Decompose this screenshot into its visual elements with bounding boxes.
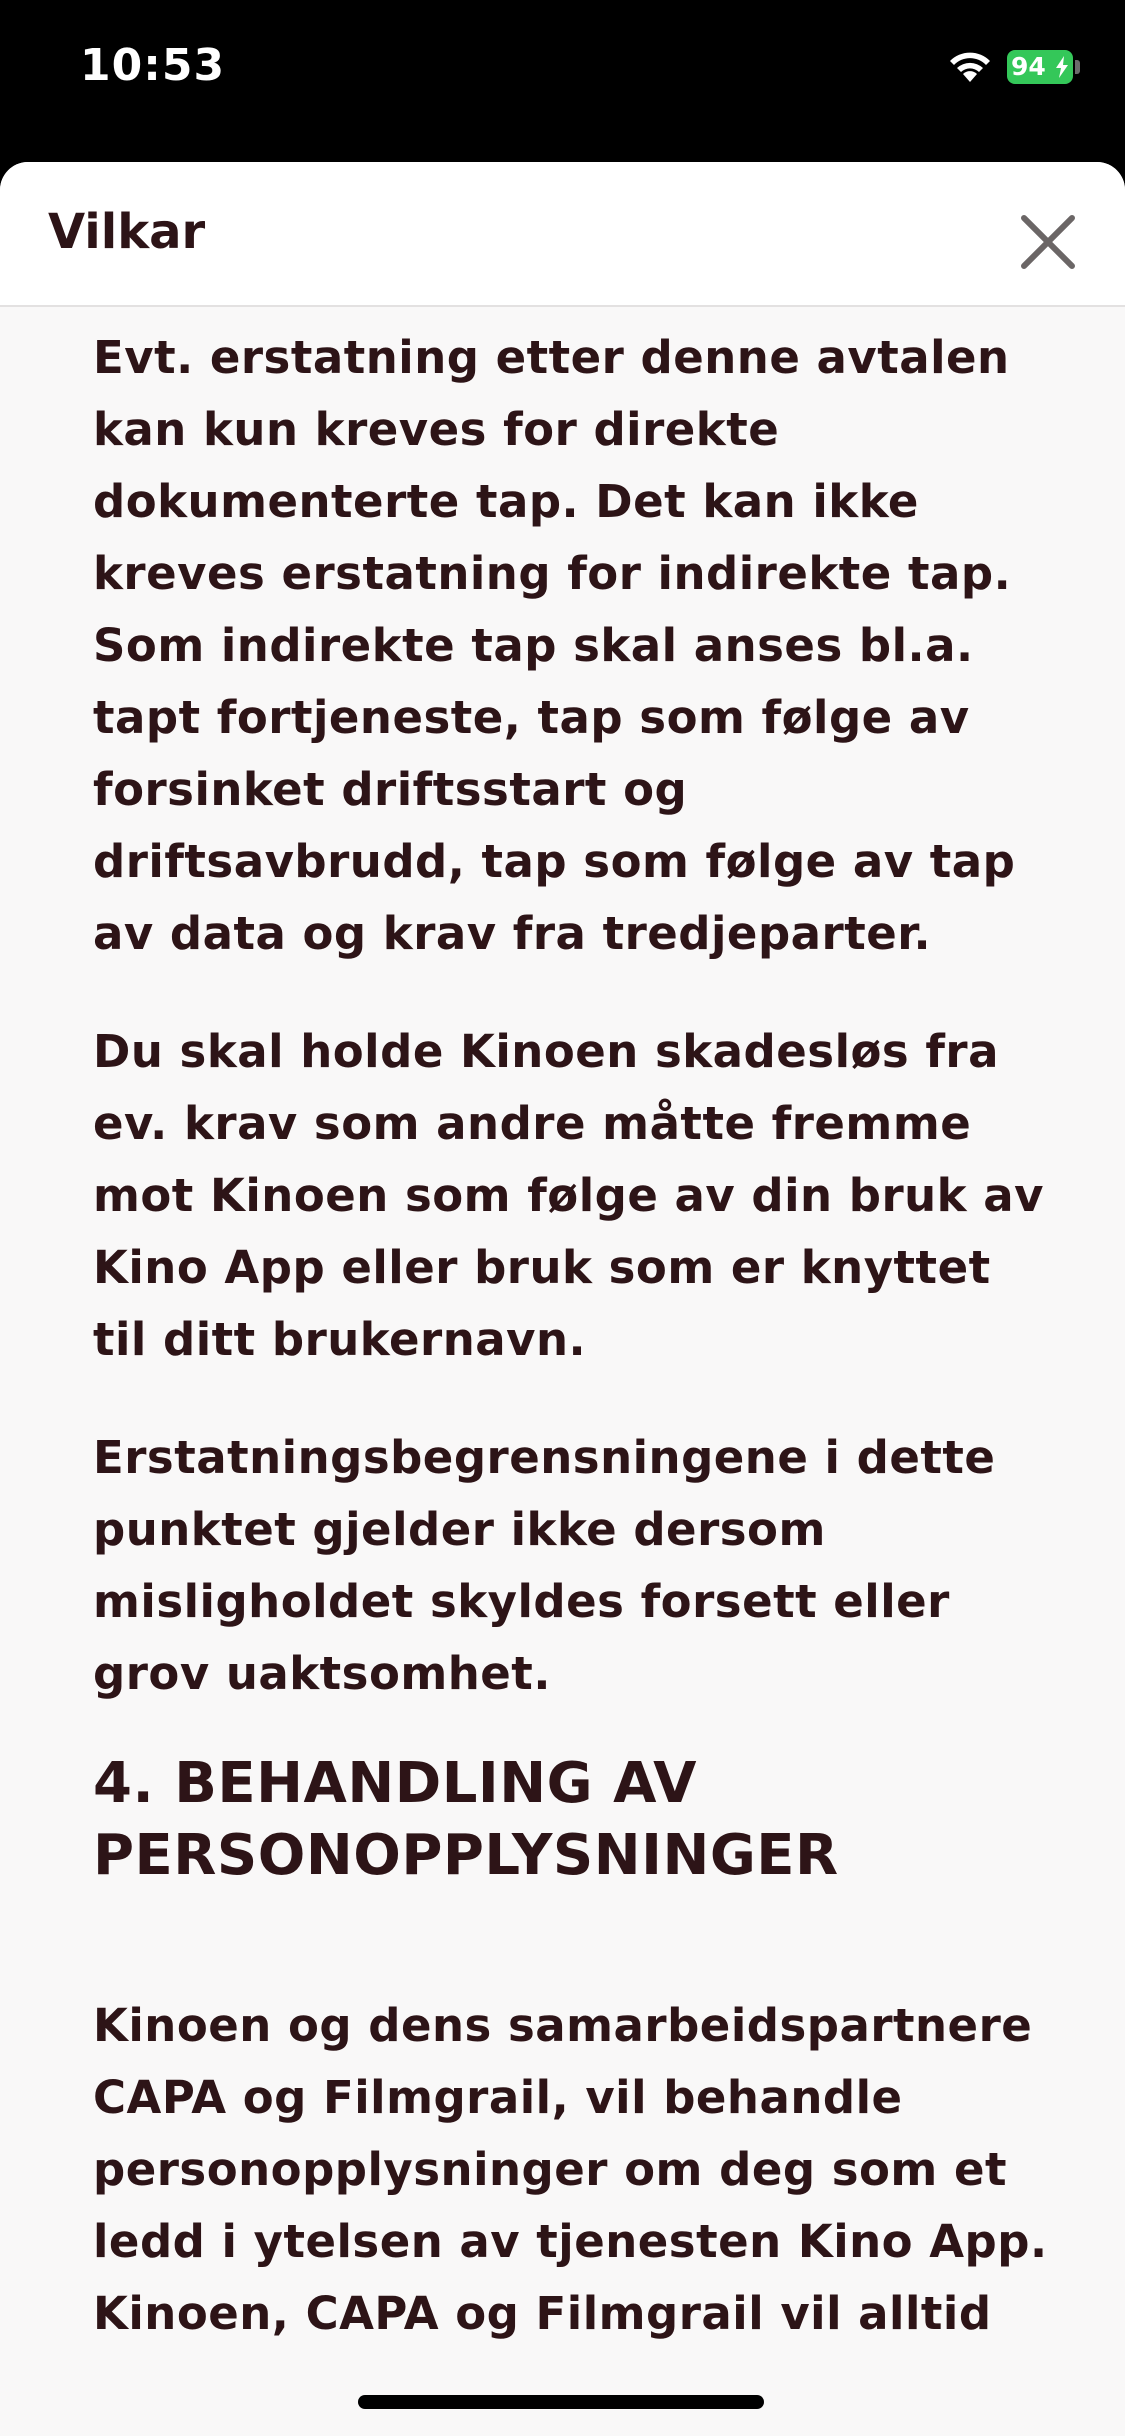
terms-sheet: [0, 162, 1125, 2436]
close-button[interactable]: [1010, 204, 1086, 280]
wifi-icon: [947, 48, 993, 84]
paragraph-liability: Evt. erstatning etter denne avtalen kan kun kreves for direkte dokumenterte tap. Det kan ikke kreves erstatning for indirekte tap. Som indirekte tap skal anses bl.a. tapt fortjeneste, tap som følge av forsinket driftsstart og driftsavbrudd, tap som følge av tap av data og krav fra tredjeparter.: [93, 331, 1016, 960]
terms-content[interactable]: [93, 322, 1053, 2350]
close-icon: [1010, 204, 1086, 280]
paragraph-indemnity: Du skal holde Kinoen skadesløs fra ev. krav som andre måtte fremme mot Kinoen som følge av din bruk av Kino App eller bruk som er knyttet til ditt brukernavn.: [93, 1025, 1044, 1366]
section-heading: 4. BEHANDLING AV PERSONOPPLYSNINGER: [93, 1751, 839, 1888]
sheet-title: Vilkar: [48, 204, 206, 260]
home-indicator[interactable]: [358, 2395, 764, 2409]
battery-cap: [1075, 60, 1080, 74]
status-bar: [0, 0, 1125, 160]
status-time: 10:53: [80, 40, 226, 91]
battery-level: 94: [1011, 52, 1046, 81]
paragraph-personal-data: Kinoen og dens samarbeidspartnere CAPA og Filmgrail, vil behandle personopplysninger om deg som et ledd i ytelsen av tjenesten Kino App. Kinoen, CAPA og Filmgrail vil alltid: [93, 1999, 1048, 2340]
paragraph-limitations: Erstatningsbegrensningene i dette punktet gjelder ikke dersom misligholdet skyldes forsett eller grov uaktsomhet.: [93, 1431, 996, 1700]
battery-charging-icon: [1055, 56, 1069, 78]
sheet-header: [0, 162, 1125, 307]
battery-indicator: [1007, 50, 1073, 84]
